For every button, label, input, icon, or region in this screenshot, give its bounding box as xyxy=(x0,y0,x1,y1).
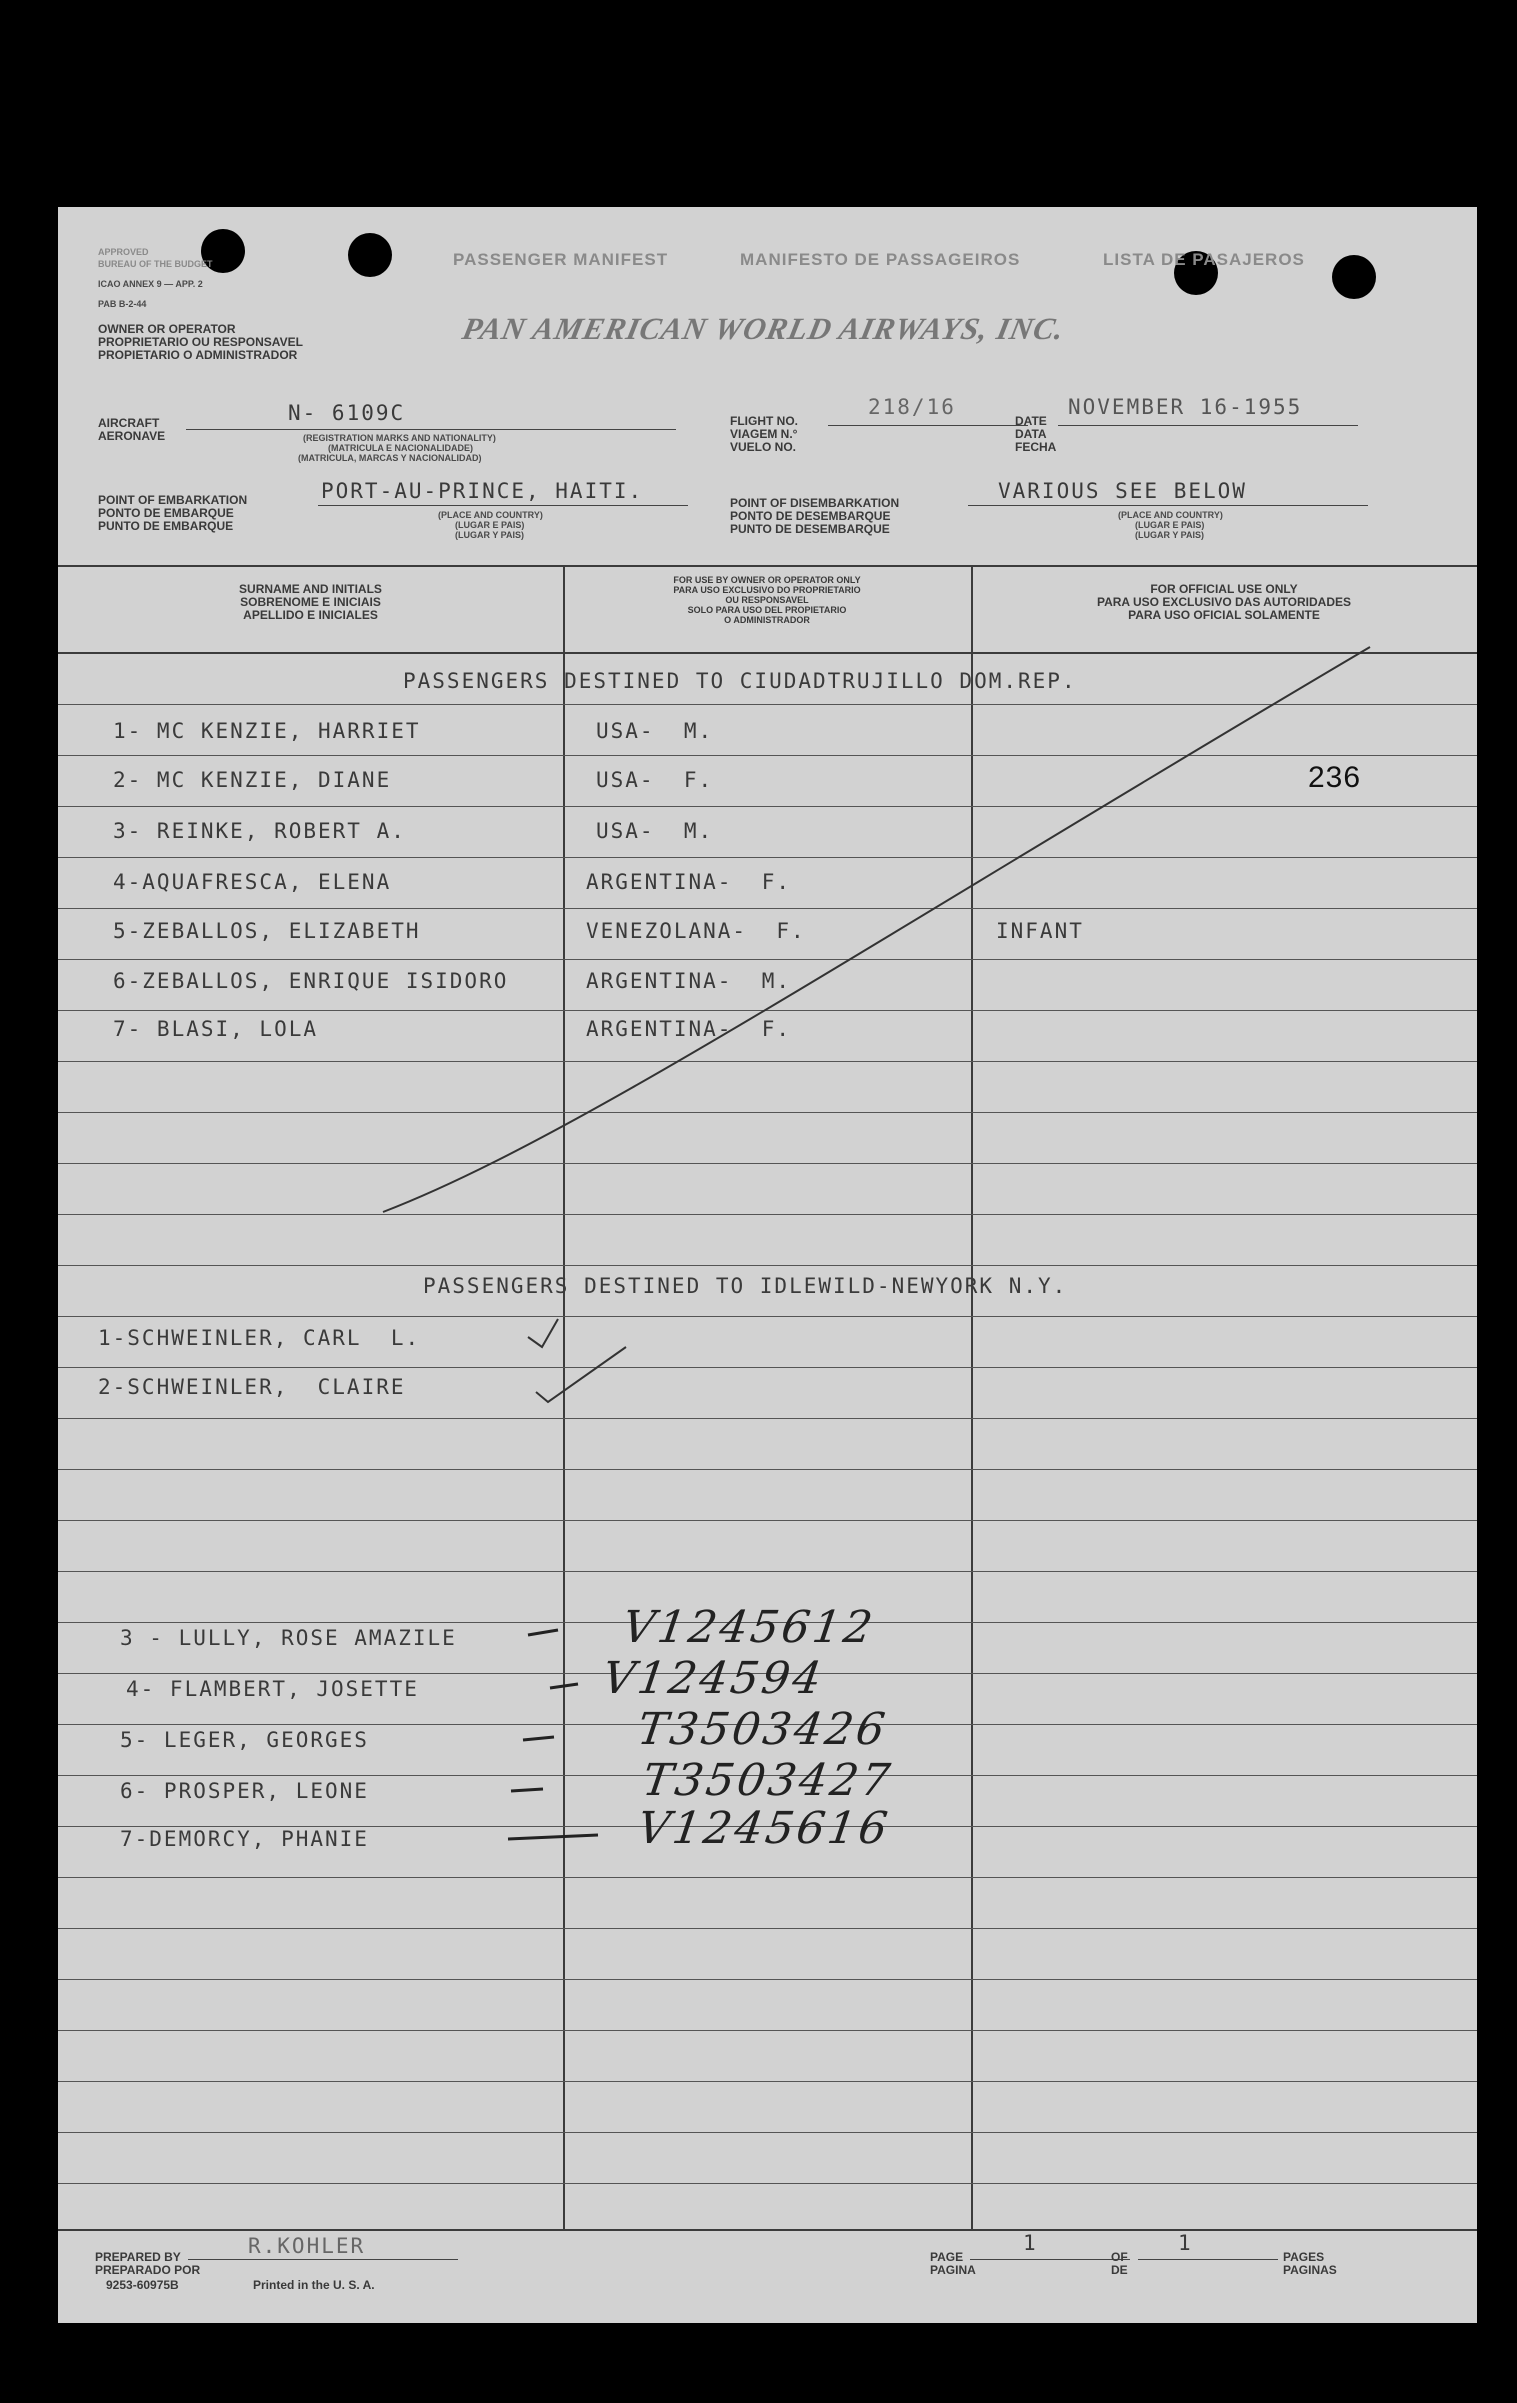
dash-mark xyxy=(528,1630,558,1635)
row-rule xyxy=(58,1469,1477,1470)
manifest-page xyxy=(58,207,1477,2323)
row-rule xyxy=(58,1163,1477,1164)
page-value: 1 xyxy=(1023,2231,1038,2255)
footer-rule xyxy=(58,2229,1477,2231)
row-rule xyxy=(58,1316,1477,1317)
punch-hole xyxy=(348,233,392,277)
disembark-label: PONTO DE DESEMBARQUE xyxy=(730,509,891,523)
of-label: OF xyxy=(1111,2250,1128,2264)
place-note: (PLACE AND COUNTRY) xyxy=(1118,510,1223,520)
owner-label: PROPRIETARIO OU RESPONSAVEL xyxy=(98,335,303,349)
disembark-label: POINT OF DISEMBARKATION xyxy=(730,496,900,510)
row-rule xyxy=(58,1928,1477,1929)
passenger-name: 2- MC KENZIE, DIANE xyxy=(113,768,392,792)
passenger-name: 4-AQUAFRESCA, ELENA xyxy=(113,870,392,894)
row-rule xyxy=(58,1418,1477,1419)
passenger-name: 4- FLAMBERT, JOSETTE xyxy=(126,1677,419,1701)
group-heading: PASSENGERS DESTINED TO CIUDADTRUJILLO DOM.REP. xyxy=(403,669,1077,693)
airline-name: PAN AMERICAN WORLD AIRWAYS, INC. xyxy=(459,311,1068,346)
flight-label: FLIGHT NO. xyxy=(730,414,798,428)
date-label: DATE xyxy=(1015,414,1047,428)
passenger-info: VENEZOLANA- F. xyxy=(586,919,806,943)
embark-label: PUNTO DE EMBARQUE xyxy=(98,519,234,533)
row-rule xyxy=(58,2132,1477,2133)
handwritten-document-number: T3503426 xyxy=(634,1704,891,1755)
form-number: 9253-60975B xyxy=(106,2278,179,2292)
dash-mark xyxy=(523,1737,554,1740)
aircraft-note: (REGISTRATION MARKS AND NATIONALITY) xyxy=(303,433,496,443)
place-note: (LUGAR Y PAIS) xyxy=(1135,530,1205,540)
form-title-pt: MANIFESTO DE PASSAGEIROS xyxy=(740,250,1021,269)
passenger-name: 7- BLASI, LOLA xyxy=(113,1017,319,1041)
table-top-rule xyxy=(58,565,1477,567)
cancel-line xyxy=(383,647,1370,1212)
passenger-name: 1-SCHWEINLER, CARL L. xyxy=(98,1326,421,1350)
row-rule xyxy=(58,1571,1477,1572)
row-rule xyxy=(58,2081,1477,2082)
dash-mark xyxy=(511,1789,543,1791)
form-title-es: LISTA DE PASAJEROS xyxy=(1103,250,1305,269)
aircraft-label: AERONAVE xyxy=(98,429,166,443)
of-label: DE xyxy=(1111,2263,1128,2277)
row-rule xyxy=(58,959,1477,960)
embark-label: PONTO DE EMBARQUE xyxy=(98,506,234,520)
passenger-info: USA- M. xyxy=(596,719,714,743)
aircraft-note: (MATRICULA E NACIONALIDADE) xyxy=(328,443,473,453)
handwritten-document-number: V1245612 xyxy=(619,1602,879,1653)
handwritten-document-number: T3503427 xyxy=(639,1755,896,1806)
passenger-info: USA- F. xyxy=(596,768,714,792)
punch-hole xyxy=(1332,255,1376,299)
disembark-label: PUNTO DE DESEMBARQUE xyxy=(730,522,890,536)
row-rule xyxy=(58,908,1477,909)
stamp-number: 236 xyxy=(1308,761,1362,794)
row-rule xyxy=(58,755,1477,756)
passenger-name: 6- PROSPER, LEONE xyxy=(120,1779,369,1803)
row-rule xyxy=(58,1367,1477,1368)
row-rule xyxy=(58,1010,1477,1011)
passenger-name: 6-ZEBALLOS, ENRIQUE ISIDORO xyxy=(113,969,509,993)
row-rule xyxy=(58,1979,1477,1980)
flight-label: VIAGEM N.° xyxy=(730,427,798,441)
place-note: (LUGAR E PAIS) xyxy=(1135,520,1205,530)
pages-label: PAGES xyxy=(1283,2250,1325,2264)
date-label: FECHA xyxy=(1015,440,1057,454)
embark-label: POINT OF EMBARKATION xyxy=(98,493,248,507)
passenger-name: 1- MC KENZIE, HARRIET xyxy=(113,719,421,743)
passenger-info: USA- M. xyxy=(596,819,714,843)
handwritten-document-number: V124594 xyxy=(599,1653,828,1704)
row-rule xyxy=(58,806,1477,807)
approval-line: BUREAU OF THE BUDGET xyxy=(98,259,213,269)
of-value: 1 xyxy=(1178,2231,1193,2255)
prepared-value: R.KOHLER xyxy=(248,2234,366,2258)
approval-line: ICAO ANNEX 9 — APP. 2 xyxy=(98,279,203,289)
row-rule xyxy=(58,1061,1477,1062)
row-rule xyxy=(58,704,1477,705)
date-value: NOVEMBER 16-1955 xyxy=(1068,395,1303,419)
passenger-name: 2-SCHWEINLER, CLAIRE xyxy=(98,1375,406,1399)
prepared-label: PREPARED BY xyxy=(95,2250,181,2264)
column-divider xyxy=(563,565,565,2230)
row-rule xyxy=(58,2030,1477,2031)
date-label: DATA xyxy=(1015,427,1047,441)
page-label: PAGINA xyxy=(930,2263,976,2277)
dash-mark xyxy=(508,1835,598,1839)
group-heading: PASSENGERS DESTINED TO IDLEWILD-NEWYORK N.Y. xyxy=(423,1274,1068,1298)
form-title-en: PASSENGER MANIFEST xyxy=(453,250,669,269)
passenger-info: ARGENTINA- F. xyxy=(586,870,792,894)
aircraft-label: AIRCRAFT xyxy=(98,416,160,430)
approval-line: APPROVED xyxy=(98,247,149,257)
column-divider xyxy=(971,565,973,2230)
row-rule xyxy=(58,2183,1477,2184)
passenger-name: 3- REINKE, ROBERT A. xyxy=(113,819,406,843)
approval-line: PAB B-2-44 xyxy=(98,299,147,309)
surname-column-header: SURNAME AND INITIALS SOBRENOME E INICIAIS APELLIDO E INICIALES xyxy=(239,582,382,622)
passenger-name: 3 - LULLY, ROSE AMAZILE xyxy=(120,1626,457,1650)
embark-value: PORT-AU-PRINCE, HAITI. xyxy=(321,479,644,503)
passenger-name: 5- LEGER, GEORGES xyxy=(120,1728,369,1752)
official-note: INFANT xyxy=(996,919,1084,943)
place-note: (PLACE AND COUNTRY) xyxy=(438,510,543,520)
owner-label: PROPIETARIO O ADMINISTRADOR xyxy=(98,348,298,362)
page-label: PAGE xyxy=(930,2250,964,2264)
prepared-label: PREPARADO POR xyxy=(95,2263,201,2277)
owner-use-column-header: FOR USE BY OWNER OR OPERATOR ONLY PARA USO EXCLUSIVO DO PROPRIETARIO OU RESPONSAVEL SOLO PARA USO DEL PROPIETARIO O ADMINISTRADOR xyxy=(673,575,861,625)
aircraft-value: N- 6109C xyxy=(288,401,406,425)
printed-note: Printed in the U. S. A. xyxy=(253,2278,375,2292)
flight-value: 218/16 xyxy=(868,395,956,419)
check-mark xyxy=(528,1319,558,1347)
row-rule xyxy=(58,1112,1477,1113)
check-mark xyxy=(536,1347,626,1402)
pages-label: PAGINAS xyxy=(1283,2263,1337,2277)
place-note: (LUGAR E PAIS) xyxy=(455,520,525,530)
passenger-name: 5-ZEBALLOS, ELIZABETH xyxy=(113,919,421,943)
table-header-rule xyxy=(58,652,1477,654)
disembark-value: VARIOUS SEE BELOW xyxy=(998,479,1247,503)
handwritten-document-number: V1245616 xyxy=(634,1803,894,1854)
passenger-info: ARGENTINA- M. xyxy=(586,969,792,993)
row-rule xyxy=(58,1877,1477,1878)
official-use-column-header: FOR OFFICIAL USE ONLY PARA USO EXCLUSIVO DAS AUTORIDADES PARA USO OFICIAL SOLAMENTE xyxy=(1096,582,1352,622)
row-rule xyxy=(58,1520,1477,1521)
passenger-name: 7-DEMORCY, PHANIE xyxy=(120,1827,369,1851)
passenger-info: ARGENTINA- F. xyxy=(586,1017,792,1041)
row-rule xyxy=(58,1214,1477,1215)
place-note: (LUGAR Y PAIS) xyxy=(455,530,525,540)
row-rule xyxy=(58,857,1477,858)
flight-label: VUELO NO. xyxy=(730,440,797,454)
row-rule xyxy=(58,1265,1477,1266)
owner-label: OWNER OR OPERATOR xyxy=(98,322,236,336)
aircraft-note: (MATRICULA, MARCAS Y NACIONALIDAD) xyxy=(298,453,482,463)
